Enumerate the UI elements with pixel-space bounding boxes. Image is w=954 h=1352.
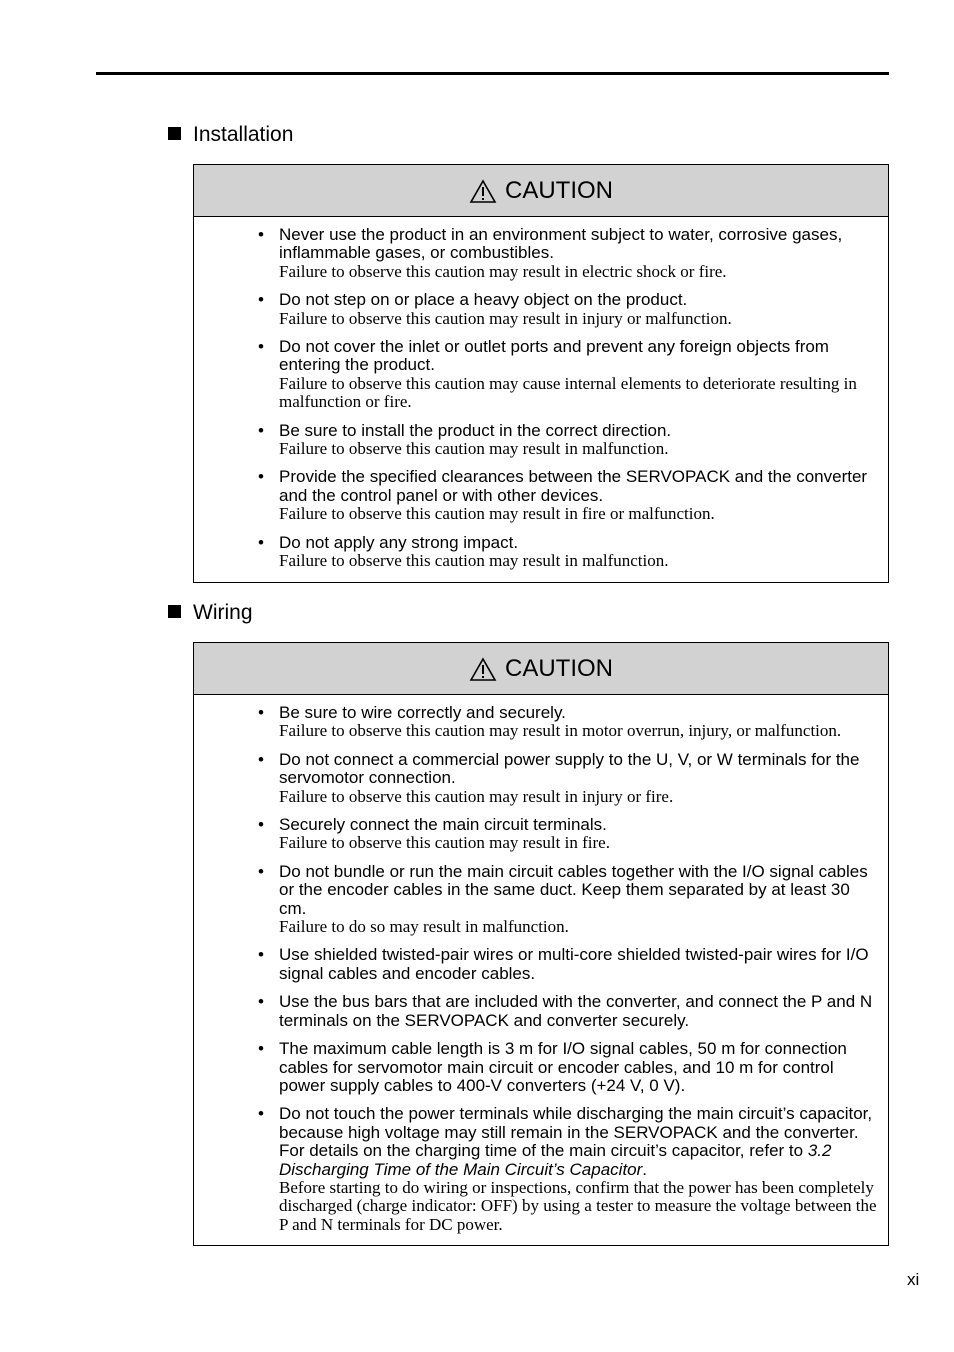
caution-text-lead: Do not touch the power terminals while discharging the main circuit’s capacitor, because high voltage may still remain in the SERVOPACK and the converter. For details on the charging time of the main circuit’s capacitor, refer to xyxy=(279,1104,873,1161)
caution-item: • Do not touch the power terminals while discharging the main circuit’s capacitor, because high voltage may still remain in the SERVOPACK and the converter. For details on the charging time of the main circuit’s capacitor, refer to 3.2 Discharging Time of the Main Circuit’s Capacitor. Before starting to do wiring or inspections, confirm that the power has been completely discharged (charge indicator: OFF) by using a tester to measure the voltage between the P and N terminals for DC power. xyxy=(258,1104,877,1234)
top-rule xyxy=(96,72,889,75)
page-number: xi xyxy=(907,1270,920,1289)
caution-consequence: Failure to observe this caution may result in motor overrun, injury, or malfunction. xyxy=(279,721,842,741)
caution-text: Provide the specified clearances between the SERVOPACK and the converter and the control panel or with other devices. xyxy=(279,467,868,505)
section-heading-installation xyxy=(168,123,293,147)
section-heading-text: Wiring xyxy=(193,601,253,624)
caution-consequence: Failure to observe this caution may result in malfunction. xyxy=(279,551,669,571)
caution-item: • Do not connect a commercial power supply to the U, V, or W terminals for the servomotor connection. Failure to observe this caution may result in injury or fire. xyxy=(258,751,878,806)
caution-header xyxy=(194,165,888,217)
caution-item: • Do not apply any strong impact. Failure to observe this caution may result in malfunction. xyxy=(258,534,878,571)
caution-item: • Use the bus bars that are included with the converter, and connect the P and N terminals on the SERVOPACK and converter securely. xyxy=(258,993,878,1030)
section-heading-wiring xyxy=(168,601,253,625)
caution-label: CAUTION xyxy=(505,176,613,204)
caution-list xyxy=(194,695,888,1245)
caution-consequence: Failure to do so may result in malfunction. xyxy=(279,917,569,937)
caution-item: • The maximum cable length is 3 m for I/O signal cables, 50 m for connection cables for servomotor main circuit or encoder cables, and 10 m for control power supply cables to 400-V converters (+24 V, 0 V). xyxy=(258,1040,878,1095)
caution-consequence: Failure to observe this caution may result in injury or fire. xyxy=(279,786,674,806)
warning-triangle-icon xyxy=(469,657,497,682)
caution-text: Never use the product in an environment subject to water, corrosive gases, inflammable gases, or combustibles. xyxy=(279,225,843,263)
caution-item: • Do not step on or place a heavy object on the product. Failure to observe this caution may result in injury or malfunction. xyxy=(258,291,878,328)
caution-consequence: Before starting to do wiring or inspections, confirm that the power has been completely discharged (charge indicator: OFF) by using a tester to measure the voltage between the P and N terminals for DC power. xyxy=(279,1177,877,1234)
caution-consequence: Failure to observe this caution may result in malfunction. xyxy=(279,439,669,459)
caution-item: • Be sure to install the product in the correct direction. Failure to observe this caution may result in malfunction. xyxy=(258,422,878,459)
caution-text: The maximum cable length is 3 m for I/O signal cables, 50 m for connection cables for servomotor main circuit or encoder cables, and 10 m for control power supply cables to 400-V converters (+24 V, 0 V). xyxy=(279,1039,847,1095)
caution-consequence: Failure to observe this caution may result in injury or malfunction. xyxy=(279,308,732,328)
caution-text-end: . xyxy=(642,1159,648,1179)
caution-consequence: Failure to observe this caution may result in fire or malfunction. xyxy=(279,504,715,524)
caution-item: • Securely connect the main circuit terminals. Failure to observe this caution may result in fire. xyxy=(258,816,878,853)
caution-item: • Be sure to wire correctly and securely. Failure to observe this caution may result in motor overrun, injury, or malfunction. xyxy=(258,704,878,741)
square-bullet-icon xyxy=(168,127,181,140)
caution-list xyxy=(194,217,888,582)
caution-text xyxy=(279,1105,878,1179)
caution-text: Do not cover the inlet or outlet ports and prevent any foreign objects from entering the product. xyxy=(279,337,829,375)
caution-item: • Never use the product in an environment subject to water, corrosive gases, inflammable gases, or combustibles. Failure to observe this caution may result in electric shock or fire. xyxy=(258,226,878,281)
caution-text: Do not apply any strong impact. xyxy=(279,532,519,552)
caution-box-wiring xyxy=(193,642,889,1246)
square-bullet-icon xyxy=(168,605,181,618)
caution-text: Do not bundle or run the main circuit cables together with the I/O signal cables or the encoder cables in the same duct. Keep them separated by at least 30 cm. xyxy=(279,861,868,918)
caution-item: • Do not cover the inlet or outlet ports and prevent any foreign objects from entering the product. Failure to observe this caution may cause internal elements to deteriorate resulting in malfunction or fire. xyxy=(258,338,878,412)
section-heading-text: Installation xyxy=(193,123,294,146)
caution-text: Do not step on or place a heavy object on the product. xyxy=(279,290,688,310)
warning-triangle-icon xyxy=(469,179,497,204)
caution-consequence: Failure to observe this caution may result in electric shock or fire. xyxy=(279,261,727,281)
caution-item: • Do not bundle or run the main circuit cables together with the I/O signal cables or the encoder cables in the same duct. Keep them separated by at least 30 cm. Failure to do so may result in malfunction. xyxy=(258,863,878,937)
caution-text: Use the bus bars that are included with the converter, and connect the P and N terminals on the SERVOPACK and converter securely. xyxy=(279,992,873,1030)
caution-text: Be sure to wire correctly and securely. xyxy=(279,703,566,722)
caution-text: Be sure to install the product in the correct direction. xyxy=(279,420,672,440)
caution-text: Securely connect the main circuit terminals. xyxy=(279,815,607,835)
section-reference: 3.2 Discharging Time of the Main Circuit’s Capacitor xyxy=(279,1141,832,1179)
caution-item: • Provide the specified clearances between the SERVOPACK and the converter and the control panel or with other devices. Failure to observe this caution may result in fire or malfunction. xyxy=(258,468,878,523)
caution-text: Use shielded twisted-pair wires or multi-core shielded twisted-pair wires for I/O signal cables and encoder cables. xyxy=(279,945,869,983)
caution-header xyxy=(194,643,888,695)
caution-consequence: Failure to observe this caution may result in fire. xyxy=(279,833,610,853)
caution-consequence: Failure to observe this caution may cause internal elements to deteriorate resulting in malfunction or fire. xyxy=(279,373,857,412)
caution-box-installation xyxy=(193,164,889,583)
caution-text: Do not connect a commercial power supply to the U, V, or W terminals for the servomotor connection. xyxy=(279,749,860,788)
caution-label: CAUTION xyxy=(505,654,613,682)
caution-item: • Use shielded twisted-pair wires or multi-core shielded twisted-pair wires for I/O signal cables and encoder cables. xyxy=(258,946,878,983)
